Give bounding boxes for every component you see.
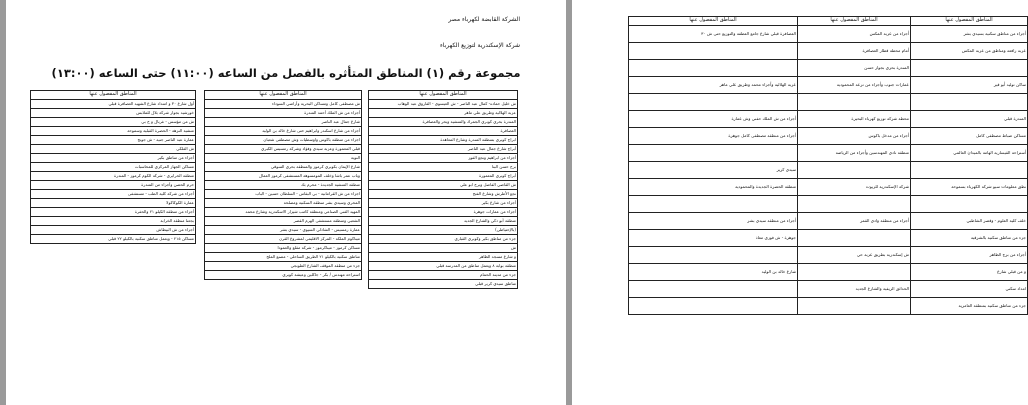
company-name: الشركة القابضة لكهرباء مصر: [448, 16, 520, 23]
table-row: [629, 162, 1028, 179]
table-cell: عمارة الكوكاكولا: [31, 199, 196, 208]
table-cell: منطقة الحرايري - شركة الكوم كرموز - المندرة: [31, 172, 196, 181]
table-cell: جوهرة - ش فوزي معاذ: [629, 230, 798, 247]
table-cell: قبلي المعمورة وعزبة سيدي وفؤاد وشركة رمسيس الكبري: [205, 145, 362, 154]
company-subtitle: شركة الإسكندرية لتوزيع الكهرباء: [439, 42, 520, 49]
table-cell: منطقة بوابة ٨ ويعمل مناطق من المدرسة قبلي: [369, 262, 518, 271]
table-row: [205, 253, 362, 262]
table-body: [629, 26, 1028, 315]
table-cell: العصافرة: [369, 127, 518, 136]
table-cell: امداد سكني: [911, 281, 1028, 298]
table-row: [369, 172, 518, 181]
table-row: [205, 226, 362, 235]
table-row: [31, 235, 196, 244]
table-row: [369, 145, 518, 154]
table-row: [205, 136, 362, 145]
column-header: المناطق المفصول عنها: [911, 17, 1028, 26]
table-cell: جزء من مناطق سكنية بالشرقية: [911, 230, 1028, 247]
column-header: المناطق المفصول عنها: [31, 91, 196, 100]
table-cell: أجزاء من برج الظاهر: [911, 247, 1028, 264]
table-row: [369, 271, 518, 280]
table-cell: ميناكوم الملكة - المركز الاقليمي لمشروع القرن: [205, 235, 362, 244]
table-cell: و شارع مسجد الظاهر: [369, 253, 518, 262]
table-cell: أجزاء من ش الملك حفني وش عمارة: [629, 111, 798, 128]
table-cell: [629, 196, 798, 213]
table-cell: عمارات جنوب وأجزاء من ترعة المحمودية: [798, 77, 911, 94]
table-row: [369, 217, 518, 226]
table-row: [629, 298, 1028, 315]
table-body: [205, 100, 362, 280]
table-cell: المهيد الفني الصناعي ومنطقة كامب شيزار الاسكندرية وشارع محمد: [205, 208, 362, 217]
table-row: [205, 271, 362, 280]
table-cell: [629, 247, 798, 264]
table-row: [369, 127, 518, 136]
table-row: [205, 145, 362, 154]
table-cell: [798, 264, 911, 281]
table-cell: منطقة المنشية الجديدة - محرم بك: [205, 181, 362, 190]
table-cell: النوبة: [205, 154, 362, 163]
table-cell: [911, 60, 1028, 77]
table-cell: [629, 94, 798, 111]
column-header: المناطق المفصول عنها: [369, 91, 518, 100]
table-row: [369, 208, 518, 217]
table-cell: استراحة مهندس / بكر - جاكلين وعيشة كوبري: [205, 271, 362, 280]
table-cell: خورشيد بجوار شركة بلال للملابس: [31, 109, 196, 118]
table-row: [31, 181, 196, 190]
table-cell: منطقة أبو ذكي والشارع الجديد: [369, 217, 518, 226]
table-row: [31, 136, 196, 145]
table-cell: أجزاء من منطقة مصطفى كامل جوهرة: [629, 128, 798, 145]
table-row: [31, 190, 196, 199]
table-row: [205, 208, 362, 217]
table-row: [629, 179, 1028, 196]
table-cell: جزء من منطقة الموقف الشارع الطوبجي: [205, 262, 362, 271]
table-cell: أجزاء من منطقة وادي القمر: [798, 213, 911, 230]
table-cell: المندرة بحري بجوار حسن: [798, 60, 911, 77]
table-row: [369, 244, 518, 253]
table-cell: ش القاضي الفاضل وبرج ابو علي: [369, 181, 518, 190]
table-cell: وباب عمر باشا وخلف المومسوهه المستشفى كرموز العمال: [205, 172, 362, 181]
table-cell: [629, 298, 798, 315]
table-row: [31, 163, 196, 172]
table-cell: شارع الإيمان بكوبري كرموز والمنطقة بحري السوقي: [205, 163, 362, 172]
table-row: [205, 109, 362, 118]
table-cell: جزء من مدينة الحمام: [369, 271, 518, 280]
table-cell: مساكن ضباط مصطفى كامل: [911, 128, 1028, 145]
table-cell: أجزاء من ش البيطاش: [31, 226, 196, 235]
areas-table-left: [30, 90, 196, 244]
table-cell: عزبة الهلالية وطريق علي ماهر: [369, 109, 518, 118]
table-row: [369, 136, 518, 145]
table-cell: (بالإحتياطي): [369, 226, 518, 235]
table-cell: الشعبي ومنطقة مستشفى الهرم القصر: [205, 217, 362, 226]
table-row: [205, 127, 362, 136]
table-row: [629, 213, 1028, 230]
table-row: [369, 280, 518, 289]
page-title: مجموعة رقم (١) المناطق المتأثره بالفصل من الساعه (١١:٠٠) حتى الساعه (١٣:٠٠): [51, 66, 521, 80]
table-row: [205, 262, 362, 271]
table-cell: أبراج شارع جمال عبد الناصر: [369, 145, 518, 154]
table-cell: [911, 196, 1028, 213]
areas-table-right: [368, 90, 518, 289]
table-cell: العصافرة قبلي شارع جامع العطفة والتوزيع حتى ش ٣٠: [629, 26, 798, 43]
table-cell: أجزاء من شارع اسكندر وابراهيم حتى شارع خالد بن الوليد: [205, 127, 362, 136]
table-row: [31, 226, 196, 235]
table-cell: أجزاء من مناطق بكير: [31, 154, 196, 163]
table-row: [205, 181, 362, 190]
table-row: [205, 244, 362, 253]
table-body: [369, 100, 518, 289]
table-row: [629, 43, 1028, 60]
table-cell: أجزاء من شارع بكير: [369, 199, 518, 208]
table-cell: المندرة قبلي: [911, 111, 1028, 128]
table-cell: أول شارع ٣٠ و امتداد شارع الشهيد العصافرة قبلي: [31, 100, 196, 109]
table-cell: ش الفلكي: [31, 145, 196, 154]
table-row: [205, 100, 362, 109]
table-cell: [629, 60, 798, 77]
column-header: المناطق المفصول عنها: [798, 17, 911, 26]
document-page-1: [6, 0, 566, 405]
table-cell: أجزاء من مناطق سكنية بسيدي بشر: [911, 26, 1028, 43]
table-cell: و من قبلي شارع: [911, 264, 1028, 281]
table-row: [369, 262, 518, 271]
table-row: [369, 163, 518, 172]
table-row: [31, 172, 196, 181]
table-row: [31, 127, 196, 136]
table-cell: أبراج كوبري المعمورة: [369, 172, 518, 181]
table-cell: خلف كلية العلوم - وقصر الشاطبي: [911, 213, 1028, 230]
table-cell: محطة شركة توزيع كهرباء البحيرة: [798, 111, 911, 128]
table-row: [369, 199, 518, 208]
table-cell: شارع خالد بن الوليد: [629, 264, 798, 281]
table-row: [629, 281, 1028, 298]
table-cell: [798, 162, 911, 179]
table-row: [31, 154, 196, 163]
table-cell: [629, 281, 798, 298]
table-row: [31, 118, 196, 127]
document-page-2: [572, 0, 1028, 405]
table-row: [31, 100, 196, 109]
table-cell: [629, 43, 798, 60]
table-cell: اجزاء من ش القرامانية - بي البقاس - السلطان حسين - الباب: [205, 190, 362, 199]
table-cell: نطق معلومات سيو شركة الكهرباء بسموحة: [911, 179, 1028, 196]
table-cell: جزء من مناطق سكنية بمنطقة العامرية: [911, 298, 1028, 315]
table-cell: ش مصطفى كامل ومساكن البحرية وأراضي السوداء: [205, 100, 362, 109]
table-cell: [798, 196, 911, 213]
table-cell: حرم الحصن وأجزاء من المندرة: [31, 181, 196, 190]
table-cell: مناطق سكنية بالكيلو ٢١ الطريق الساحلي - مصنع الملح: [205, 253, 362, 262]
table-row: [369, 100, 518, 109]
table-cell: عزبة رافعة ومناطق من عزبة المكس: [911, 43, 1028, 60]
table-row: [205, 172, 362, 181]
table-cell: أجزاء من منطقة سيدي بشر: [629, 213, 798, 230]
table-row: [369, 154, 518, 163]
table-cell: سيدي كرير: [629, 162, 798, 179]
table-cell: أجزاء من عمارات جوهرة: [369, 208, 518, 217]
table-cell: منطقة الحضرة الجديدة والمحمودية: [629, 179, 798, 196]
table-cell: أجزاء من منطقة الكيلو ٢١ والحفرة: [31, 208, 196, 217]
table-cell: أجزاء من شركة كلية الطب - مستشفى: [31, 190, 196, 199]
table-row: [205, 217, 362, 226]
table-cell: أجزاء من عزبة المكس: [798, 26, 911, 43]
table-cell: المحري وسيدي بشر منطقة السكنية ومصلحة: [205, 199, 362, 208]
table-row: [369, 190, 518, 199]
table-cell: [629, 145, 798, 162]
table-cell: [798, 298, 911, 315]
table-row: [369, 181, 518, 190]
table-cell: أمام محطة قطار العصافرة: [798, 43, 911, 60]
table-cell: اجزاء من منطقة باكوس واوسطيات وش مصطفى شعبان: [205, 136, 362, 145]
table-cell: مساكن كرموز - ميناكرموز - شركة مقلع والعمودا: [205, 244, 362, 253]
table-cell: أجزاء من ابراهيم ونجع الفوز: [369, 154, 518, 163]
table-row: [205, 190, 362, 199]
table-cell: ش إسكندرية بطريق عزبة حي: [798, 247, 911, 264]
table-row: [205, 118, 362, 127]
table-row: [31, 208, 196, 217]
table-cell: مناطق سيدي كرير قبلي: [369, 280, 518, 289]
table-cell: ش خليل حماده- كمال عبد الناصر - ش العيسوى - الفاروق عبد الوهاب: [369, 100, 518, 109]
table-cell: شارع جمال عبد الناصر: [205, 118, 362, 127]
table-row: [31, 217, 196, 226]
column-header: المناطق المفصول عنها: [629, 17, 798, 26]
areas-table-page2: [628, 16, 1028, 315]
table-row: [629, 60, 1028, 77]
table-row: [369, 253, 518, 262]
table-row: [629, 247, 1028, 264]
table-cell: [911, 94, 1028, 111]
table-cell: ابراج كوبري بمنطقة المندرة وشارع المعاهدة: [369, 136, 518, 145]
table-cell: ساكن توليد أبو قير: [911, 77, 1028, 94]
table-row: [369, 235, 518, 244]
table-cell: نجع الأطرش وشارع الفتح: [369, 190, 518, 199]
table-cell: مساكن الجهاز المركزي للمحاسبات: [31, 163, 196, 172]
table-row: [629, 111, 1028, 128]
table-row: [31, 109, 196, 118]
table-row: [31, 145, 196, 154]
table-cell: أجزاء من ش الملك أحمد المندرة: [205, 109, 362, 118]
table-cell: برج حسن البنا: [369, 163, 518, 172]
table-cell: عمارة رمسيس - الشاذلي السيوي - سيدي بشر: [205, 226, 362, 235]
table-cell: [798, 94, 911, 111]
table-body: [31, 100, 196, 244]
table-cell: [911, 162, 1028, 179]
areas-table-middle: [204, 90, 362, 280]
table-row: [629, 196, 1028, 213]
table-cell: منطقة نادي المهندسين وأجزاء من الرياضة: [798, 145, 911, 162]
table-row: [629, 264, 1028, 281]
table-row: [629, 230, 1028, 247]
table-cell: ش: [369, 244, 518, 253]
table-row: [629, 145, 1028, 162]
table-row: [369, 118, 518, 127]
table-cell: شركة الإسكندرية للزيوت: [798, 179, 911, 196]
table-cell: مساكن ٢١٥ - ويعمل مناطق سكنية بالكيلو ٢٢ قبلي: [31, 235, 196, 244]
table-cell: الحدائق الريفية والشارع الجديد: [798, 281, 911, 298]
table-cell: المندرة بحري كوبري الجمرك والمنشية وبحر والعصافرة: [369, 118, 518, 127]
table-row: [629, 77, 1028, 94]
table-row: [205, 154, 362, 163]
table-row: [31, 199, 196, 208]
table-cell: أستراحة القيساريه الهامة بالميدان العالمي: [911, 145, 1028, 162]
table-cell: منشية النزهة - الحضرة القبلية وسموحة: [31, 127, 196, 136]
table-row: [205, 199, 362, 208]
table-cell: [798, 230, 911, 247]
table-row: [369, 226, 518, 235]
table-row: [629, 94, 1028, 111]
table-row: [629, 26, 1028, 43]
table-cell: ش من مؤسس - غربال و ج بي: [31, 118, 196, 127]
table-cell: أجزاء من مدخل باكوس: [798, 128, 911, 145]
table-cell: جزء من مناطق بكير وكوبري القباري: [369, 235, 518, 244]
table-row: [369, 109, 518, 118]
table-row: [205, 235, 362, 244]
table-cell: عزبة الهلالية وأجزاء محمد وطريق علي ماهر: [629, 77, 798, 94]
table-cell: عمارة عبد الناصر جنيه - ش جونج: [31, 136, 196, 145]
table-cell: بجعنا منطقة الخرابة: [31, 217, 196, 226]
table-row: [205, 163, 362, 172]
column-header: المناطق المفصول عنها: [205, 91, 362, 100]
table-row: [629, 128, 1028, 145]
